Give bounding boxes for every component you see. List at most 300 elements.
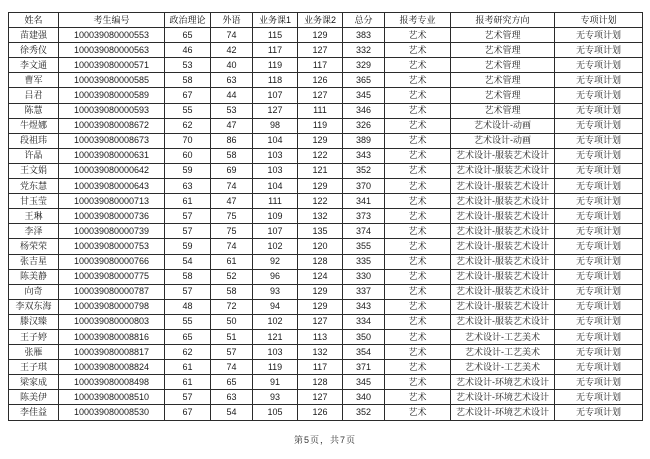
cell-special_plan: 无专项计划 bbox=[555, 209, 643, 224]
cell-foreign_language: 74 bbox=[211, 360, 253, 375]
cell-special_plan: 无专项计划 bbox=[555, 133, 643, 148]
cell-major: 艺术 bbox=[385, 73, 451, 88]
cell-name: 李泽 bbox=[9, 224, 59, 239]
table-row bbox=[9, 299, 643, 314]
cell-course2: 113 bbox=[298, 329, 343, 344]
cell-course2: 122 bbox=[298, 148, 343, 163]
cell-course2: 128 bbox=[298, 375, 343, 390]
cell-course1: 93 bbox=[253, 390, 298, 405]
cell-candidate_id: 100039080000803 bbox=[59, 314, 165, 329]
cell-foreign_language: 61 bbox=[211, 254, 253, 269]
cell-major: 艺术 bbox=[385, 58, 451, 73]
cell-course1: 111 bbox=[253, 194, 298, 209]
table-row bbox=[9, 103, 643, 118]
cell-special_plan: 无专项计划 bbox=[555, 163, 643, 178]
cell-major: 艺术 bbox=[385, 314, 451, 329]
column-header-4: 业务课1 bbox=[253, 13, 298, 28]
cell-research_direction: 艺术设计-工艺美术 bbox=[451, 329, 555, 344]
cell-name: 杨荣荣 bbox=[9, 239, 59, 254]
column-header-0: 姓名 bbox=[9, 13, 59, 28]
cell-research_direction: 艺术管理 bbox=[451, 58, 555, 73]
cell-foreign_language: 58 bbox=[211, 148, 253, 163]
cell-name: 王子婷 bbox=[9, 329, 59, 344]
column-header-1: 考生编号 bbox=[59, 13, 165, 28]
cell-total: 346 bbox=[343, 103, 385, 118]
cell-foreign_language: 72 bbox=[211, 299, 253, 314]
cell-candidate_id: 100039080000739 bbox=[59, 224, 165, 239]
cell-total: 345 bbox=[343, 88, 385, 103]
cell-foreign_language: 74 bbox=[211, 179, 253, 194]
cell-special_plan: 无专项计划 bbox=[555, 103, 643, 118]
cell-course1: 103 bbox=[253, 345, 298, 360]
cell-course2: 127 bbox=[298, 88, 343, 103]
cell-research_direction: 艺术设计-服装艺术设计 bbox=[451, 314, 555, 329]
cell-total: 373 bbox=[343, 209, 385, 224]
cell-foreign_language: 75 bbox=[211, 209, 253, 224]
cell-total: 374 bbox=[343, 224, 385, 239]
cell-course2: 132 bbox=[298, 345, 343, 360]
cell-course1: 107 bbox=[253, 224, 298, 239]
cell-total: 340 bbox=[343, 390, 385, 405]
column-header-9: 专项计划 bbox=[555, 13, 643, 28]
cell-research_direction: 艺术管理 bbox=[451, 73, 555, 88]
cell-research_direction: 艺术设计-动画 bbox=[451, 133, 555, 148]
cell-candidate_id: 100039080000593 bbox=[59, 103, 165, 118]
cell-course2: 126 bbox=[298, 405, 343, 420]
cell-special_plan: 无专项计划 bbox=[555, 179, 643, 194]
cell-politics: 46 bbox=[165, 43, 211, 58]
cell-total: 332 bbox=[343, 43, 385, 58]
cell-candidate_id: 100039080000766 bbox=[59, 254, 165, 269]
cell-candidate_id: 100039080008510 bbox=[59, 390, 165, 405]
cell-research_direction: 艺术设计-服装艺术设计 bbox=[451, 239, 555, 254]
cell-research_direction: 艺术设计-服装艺术设计 bbox=[451, 254, 555, 269]
table-row bbox=[9, 28, 643, 43]
cell-candidate_id: 100039080000798 bbox=[59, 299, 165, 314]
table-row bbox=[9, 73, 643, 88]
cell-politics: 59 bbox=[165, 239, 211, 254]
cell-foreign_language: 53 bbox=[211, 103, 253, 118]
cell-research_direction: 艺术设计-服装艺术设计 bbox=[451, 269, 555, 284]
cell-course2: 122 bbox=[298, 194, 343, 209]
cell-course1: 127 bbox=[253, 103, 298, 118]
cell-name: 许晶 bbox=[9, 148, 59, 163]
cell-special_plan: 无专项计划 bbox=[555, 254, 643, 269]
cell-candidate_id: 100039080000589 bbox=[59, 88, 165, 103]
cell-research_direction: 艺术设计-环境艺术设计 bbox=[451, 375, 555, 390]
cell-course1: 103 bbox=[253, 148, 298, 163]
cell-course2: 135 bbox=[298, 224, 343, 239]
cell-major: 艺术 bbox=[385, 269, 451, 284]
table-row bbox=[9, 239, 643, 254]
table-row bbox=[9, 254, 643, 269]
cell-name: 张雁 bbox=[9, 345, 59, 360]
cell-politics: 54 bbox=[165, 254, 211, 269]
cell-special_plan: 无专项计划 bbox=[555, 299, 643, 314]
cell-foreign_language: 50 bbox=[211, 314, 253, 329]
cell-special_plan: 无专项计划 bbox=[555, 73, 643, 88]
cell-name: 滕汉臻 bbox=[9, 314, 59, 329]
cell-research_direction: 艺术设计-服装艺术设计 bbox=[451, 299, 555, 314]
cell-foreign_language: 74 bbox=[211, 239, 253, 254]
cell-course2: 127 bbox=[298, 43, 343, 58]
cell-special_plan: 无专项计划 bbox=[555, 360, 643, 375]
table-row bbox=[9, 179, 643, 194]
column-header-2: 政治理论 bbox=[165, 13, 211, 28]
cell-politics: 53 bbox=[165, 58, 211, 73]
cell-research_direction: 艺术设计-服装艺术设计 bbox=[451, 179, 555, 194]
cell-candidate_id: 100039080000631 bbox=[59, 148, 165, 163]
cell-research_direction: 艺术管理 bbox=[451, 43, 555, 58]
cell-foreign_language: 74 bbox=[211, 28, 253, 43]
cell-course2: 117 bbox=[298, 58, 343, 73]
cell-special_plan: 无专项计划 bbox=[555, 88, 643, 103]
cell-major: 艺术 bbox=[385, 133, 451, 148]
cell-foreign_language: 44 bbox=[211, 88, 253, 103]
cell-name: 向奇 bbox=[9, 284, 59, 299]
cell-course2: 129 bbox=[298, 133, 343, 148]
cell-course2: 132 bbox=[298, 209, 343, 224]
cell-special_plan: 无专项计划 bbox=[555, 269, 643, 284]
cell-politics: 70 bbox=[165, 133, 211, 148]
cell-research_direction: 艺术设计-服装艺术设计 bbox=[451, 209, 555, 224]
cell-name: 段祖玮 bbox=[9, 133, 59, 148]
cell-course1: 105 bbox=[253, 405, 298, 420]
cell-foreign_language: 47 bbox=[211, 194, 253, 209]
cell-foreign_language: 86 bbox=[211, 133, 253, 148]
cell-foreign_language: 54 bbox=[211, 405, 253, 420]
cell-major: 艺术 bbox=[385, 405, 451, 420]
cell-name: 王琳 bbox=[9, 209, 59, 224]
cell-total: 354 bbox=[343, 345, 385, 360]
cell-politics: 58 bbox=[165, 73, 211, 88]
cell-politics: 55 bbox=[165, 314, 211, 329]
cell-major: 艺术 bbox=[385, 163, 451, 178]
cell-major: 艺术 bbox=[385, 179, 451, 194]
table-row bbox=[9, 329, 643, 344]
cell-candidate_id: 100039080008817 bbox=[59, 345, 165, 360]
cell-course1: 96 bbox=[253, 269, 298, 284]
cell-research_direction: 艺术管理 bbox=[451, 28, 555, 43]
cell-total: 341 bbox=[343, 194, 385, 209]
cell-major: 艺术 bbox=[385, 284, 451, 299]
table-row bbox=[9, 194, 643, 209]
cell-course1: 104 bbox=[253, 133, 298, 148]
cell-special_plan: 无专项计划 bbox=[555, 43, 643, 58]
cell-course1: 103 bbox=[253, 163, 298, 178]
cell-special_plan: 无专项计划 bbox=[555, 284, 643, 299]
cell-course2: 124 bbox=[298, 269, 343, 284]
cell-name: 李佳益 bbox=[9, 405, 59, 420]
cell-total: 371 bbox=[343, 360, 385, 375]
cell-total: 335 bbox=[343, 254, 385, 269]
cell-politics: 65 bbox=[165, 28, 211, 43]
cell-name: 陈美伊 bbox=[9, 390, 59, 405]
cell-candidate_id: 100039080000571 bbox=[59, 58, 165, 73]
cell-special_plan: 无专项计划 bbox=[555, 375, 643, 390]
table-row bbox=[9, 284, 643, 299]
cell-candidate_id: 100039080008672 bbox=[59, 118, 165, 133]
cell-politics: 60 bbox=[165, 148, 211, 163]
cell-candidate_id: 100039080008816 bbox=[59, 329, 165, 344]
cell-course1: 91 bbox=[253, 375, 298, 390]
cell-course1: 117 bbox=[253, 43, 298, 58]
cell-politics: 61 bbox=[165, 360, 211, 375]
cell-major: 艺术 bbox=[385, 375, 451, 390]
cell-total: 355 bbox=[343, 239, 385, 254]
cell-special_plan: 无专项计划 bbox=[555, 224, 643, 239]
cell-politics: 55 bbox=[165, 103, 211, 118]
cell-course2: 129 bbox=[298, 28, 343, 43]
cell-politics: 67 bbox=[165, 405, 211, 420]
cell-research_direction: 艺术设计-服装艺术设计 bbox=[451, 224, 555, 239]
cell-candidate_id: 100039080000736 bbox=[59, 209, 165, 224]
cell-candidate_id: 100039080000563 bbox=[59, 43, 165, 58]
cell-major: 艺术 bbox=[385, 28, 451, 43]
cell-course1: 118 bbox=[253, 73, 298, 88]
column-header-6: 总分 bbox=[343, 13, 385, 28]
cell-name: 陈慧 bbox=[9, 103, 59, 118]
cell-politics: 61 bbox=[165, 375, 211, 390]
cell-politics: 57 bbox=[165, 209, 211, 224]
cell-course1: 102 bbox=[253, 239, 298, 254]
cell-politics: 48 bbox=[165, 299, 211, 314]
cell-major: 艺术 bbox=[385, 329, 451, 344]
cell-name: 吕君 bbox=[9, 88, 59, 103]
column-header-8: 报考研究方向 bbox=[451, 13, 555, 28]
cell-course1: 121 bbox=[253, 329, 298, 344]
cell-foreign_language: 58 bbox=[211, 284, 253, 299]
cell-candidate_id: 100039080000753 bbox=[59, 239, 165, 254]
cell-candidate_id: 100039080000643 bbox=[59, 179, 165, 194]
cell-major: 艺术 bbox=[385, 118, 451, 133]
table-row bbox=[9, 360, 643, 375]
cell-politics: 62 bbox=[165, 345, 211, 360]
cell-foreign_language: 75 bbox=[211, 224, 253, 239]
cell-major: 艺术 bbox=[385, 224, 451, 239]
cell-name: 李双东海 bbox=[9, 299, 59, 314]
cell-foreign_language: 47 bbox=[211, 118, 253, 133]
table-body bbox=[9, 28, 643, 420]
cell-course2: 126 bbox=[298, 73, 343, 88]
cell-politics: 58 bbox=[165, 269, 211, 284]
cell-politics: 61 bbox=[165, 194, 211, 209]
cell-course2: 121 bbox=[298, 163, 343, 178]
cell-foreign_language: 57 bbox=[211, 345, 253, 360]
cell-politics: 57 bbox=[165, 224, 211, 239]
cell-name: 王子琪 bbox=[9, 360, 59, 375]
cell-major: 艺术 bbox=[385, 254, 451, 269]
cell-candidate_id: 100039080008824 bbox=[59, 360, 165, 375]
table-row bbox=[9, 43, 643, 58]
cell-course2: 127 bbox=[298, 314, 343, 329]
cell-name: 李文通 bbox=[9, 58, 59, 73]
table-row bbox=[9, 224, 643, 239]
cell-course2: 117 bbox=[298, 360, 343, 375]
cell-total: 383 bbox=[343, 28, 385, 43]
cell-candidate_id: 100039080000775 bbox=[59, 269, 165, 284]
cell-major: 艺术 bbox=[385, 299, 451, 314]
column-header-7: 报考专业 bbox=[385, 13, 451, 28]
table-row bbox=[9, 88, 643, 103]
cell-course1: 102 bbox=[253, 314, 298, 329]
cell-total: 329 bbox=[343, 58, 385, 73]
cell-research_direction: 艺术设计-服装艺术设计 bbox=[451, 163, 555, 178]
cell-major: 艺术 bbox=[385, 360, 451, 375]
cell-total: 334 bbox=[343, 314, 385, 329]
cell-research_direction: 艺术设计-环境艺术设计 bbox=[451, 405, 555, 420]
cell-foreign_language: 42 bbox=[211, 43, 253, 58]
cell-major: 艺术 bbox=[385, 239, 451, 254]
cell-name: 徐秀仪 bbox=[9, 43, 59, 58]
cell-special_plan: 无专项计划 bbox=[555, 148, 643, 163]
cell-foreign_language: 40 bbox=[211, 58, 253, 73]
cell-name: 王文娟 bbox=[9, 163, 59, 178]
cell-politics: 57 bbox=[165, 390, 211, 405]
cell-course2: 120 bbox=[298, 239, 343, 254]
header-row bbox=[9, 13, 643, 28]
cell-foreign_language: 69 bbox=[211, 163, 253, 178]
cell-course1: 119 bbox=[253, 58, 298, 73]
cell-name: 甘玉莹 bbox=[9, 194, 59, 209]
cell-major: 艺术 bbox=[385, 103, 451, 118]
cell-major: 艺术 bbox=[385, 390, 451, 405]
exam-scores-table bbox=[8, 12, 643, 421]
cell-foreign_language: 52 bbox=[211, 269, 253, 284]
cell-major: 艺术 bbox=[385, 345, 451, 360]
cell-total: 343 bbox=[343, 148, 385, 163]
cell-research_direction: 艺术设计-工艺美术 bbox=[451, 360, 555, 375]
cell-candidate_id: 100039080000585 bbox=[59, 73, 165, 88]
cell-candidate_id: 100039080000787 bbox=[59, 284, 165, 299]
cell-course1: 98 bbox=[253, 118, 298, 133]
cell-course1: 109 bbox=[253, 209, 298, 224]
cell-research_direction: 艺术管理 bbox=[451, 88, 555, 103]
cell-politics: 62 bbox=[165, 118, 211, 133]
cell-course2: 129 bbox=[298, 299, 343, 314]
cell-special_plan: 无专项计划 bbox=[555, 194, 643, 209]
cell-course2: 128 bbox=[298, 254, 343, 269]
cell-name: 张吉星 bbox=[9, 254, 59, 269]
cell-special_plan: 无专项计划 bbox=[555, 390, 643, 405]
cell-special_plan: 无专项计划 bbox=[555, 28, 643, 43]
cell-politics: 57 bbox=[165, 284, 211, 299]
cell-special_plan: 无专项计划 bbox=[555, 405, 643, 420]
cell-name: 曹军 bbox=[9, 73, 59, 88]
cell-total: 370 bbox=[343, 179, 385, 194]
cell-foreign_language: 63 bbox=[211, 390, 253, 405]
cell-special_plan: 无专项计划 bbox=[555, 329, 643, 344]
cell-course1: 92 bbox=[253, 254, 298, 269]
page-number-footer: 第5页，共7页 bbox=[293, 435, 356, 445]
cell-major: 艺术 bbox=[385, 194, 451, 209]
cell-name: 牛煜娜 bbox=[9, 118, 59, 133]
cell-total: 389 bbox=[343, 133, 385, 148]
cell-special_plan: 无专项计划 bbox=[555, 345, 643, 360]
table-row bbox=[9, 345, 643, 360]
cell-total: 337 bbox=[343, 284, 385, 299]
table-row bbox=[9, 118, 643, 133]
cell-major: 艺术 bbox=[385, 88, 451, 103]
cell-politics: 65 bbox=[165, 329, 211, 344]
table-row bbox=[9, 269, 643, 284]
cell-course1: 93 bbox=[253, 284, 298, 299]
cell-candidate_id: 100039080008673 bbox=[59, 133, 165, 148]
table-row bbox=[9, 133, 643, 148]
table-row bbox=[9, 390, 643, 405]
cell-total: 365 bbox=[343, 73, 385, 88]
cell-course2: 119 bbox=[298, 118, 343, 133]
cell-total: 330 bbox=[343, 269, 385, 284]
cell-foreign_language: 65 bbox=[211, 375, 253, 390]
column-header-3: 外语 bbox=[211, 13, 253, 28]
cell-research_direction: 艺术设计-服装艺术设计 bbox=[451, 284, 555, 299]
cell-politics: 59 bbox=[165, 163, 211, 178]
cell-foreign_language: 63 bbox=[211, 73, 253, 88]
cell-name: 党东慧 bbox=[9, 179, 59, 194]
cell-course1: 94 bbox=[253, 299, 298, 314]
cell-candidate_id: 100039080008530 bbox=[59, 405, 165, 420]
cell-candidate_id: 100039080000713 bbox=[59, 194, 165, 209]
cell-research_direction: 艺术设计-动画 bbox=[451, 118, 555, 133]
cell-foreign_language: 51 bbox=[211, 329, 253, 344]
table-row bbox=[9, 148, 643, 163]
cell-course1: 104 bbox=[253, 179, 298, 194]
table-row bbox=[9, 375, 643, 390]
cell-special_plan: 无专项计划 bbox=[555, 314, 643, 329]
cell-politics: 67 bbox=[165, 88, 211, 103]
cell-candidate_id: 100039080000553 bbox=[59, 28, 165, 43]
cell-research_direction: 艺术设计-服装艺术设计 bbox=[451, 194, 555, 209]
cell-course1: 119 bbox=[253, 360, 298, 375]
cell-politics: 63 bbox=[165, 179, 211, 194]
cell-name: 梁家成 bbox=[9, 375, 59, 390]
cell-total: 345 bbox=[343, 375, 385, 390]
cell-major: 艺术 bbox=[385, 148, 451, 163]
cell-course2: 129 bbox=[298, 179, 343, 194]
cell-special_plan: 无专项计划 bbox=[555, 239, 643, 254]
table-row bbox=[9, 209, 643, 224]
cell-major: 艺术 bbox=[385, 209, 451, 224]
cell-candidate_id: 100039080000642 bbox=[59, 163, 165, 178]
cell-course2: 129 bbox=[298, 284, 343, 299]
cell-total: 352 bbox=[343, 163, 385, 178]
table-row bbox=[9, 405, 643, 420]
cell-candidate_id: 100039080008498 bbox=[59, 375, 165, 390]
cell-total: 350 bbox=[343, 329, 385, 344]
cell-major: 艺术 bbox=[385, 43, 451, 58]
cell-course1: 107 bbox=[253, 88, 298, 103]
cell-research_direction: 艺术设计-环境艺术设计 bbox=[451, 390, 555, 405]
cell-special_plan: 无专项计划 bbox=[555, 118, 643, 133]
cell-name: 苗建强 bbox=[9, 28, 59, 43]
cell-course2: 111 bbox=[298, 103, 343, 118]
column-header-5: 业务课2 bbox=[298, 13, 343, 28]
table-row bbox=[9, 314, 643, 329]
table-row bbox=[9, 58, 643, 73]
cell-name: 陈美静 bbox=[9, 269, 59, 284]
cell-research_direction: 艺术管理 bbox=[451, 103, 555, 118]
cell-course2: 127 bbox=[298, 390, 343, 405]
cell-research_direction: 艺术设计-服装艺术设计 bbox=[451, 148, 555, 163]
cell-total: 343 bbox=[343, 299, 385, 314]
cell-special_plan: 无专项计划 bbox=[555, 58, 643, 73]
table-row bbox=[9, 163, 643, 178]
cell-research_direction: 艺术设计-工艺美术 bbox=[451, 345, 555, 360]
cell-total: 352 bbox=[343, 405, 385, 420]
cell-total: 326 bbox=[343, 118, 385, 133]
cell-course1: 115 bbox=[253, 28, 298, 43]
